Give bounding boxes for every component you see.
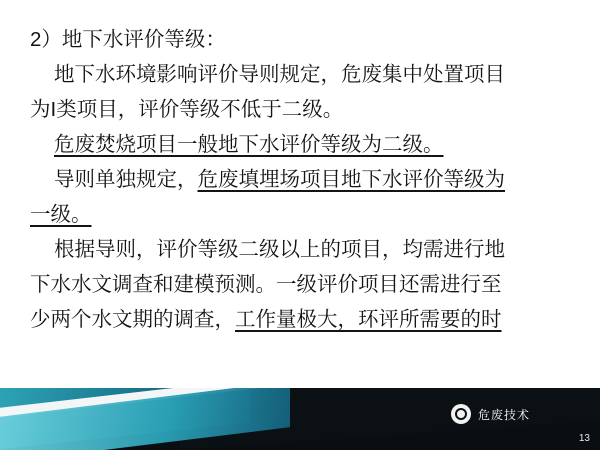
body-line-8-highlight: 工作量极大，环评所需要的时 — [235, 308, 502, 331]
brand-logo — [451, 404, 530, 424]
slide-heading: 2）地下水评价等级： — [30, 28, 226, 51]
brand-logo-label: 危废技术 — [477, 407, 530, 422]
body-line-7: 下水水文调查和建模预测。一级评价项目还需进行至 — [30, 273, 502, 296]
body-line-4-highlight: 危废填埋场项目地下水评价等级为 — [197, 168, 505, 191]
body-line-3-highlight: 危废焚烧项目一般地下水评价等级为二级。 — [54, 133, 444, 156]
body-line-8 — [24, 302, 576, 337]
footer-band — [0, 388, 600, 450]
body-line-2: 为I类项目，评价等级不低于二级。 — [30, 98, 344, 121]
body-line-8-plain: 少两个水文期的调查， — [30, 308, 235, 331]
body-line-1: 地下水环境影响评价导则规定，危废集中处置项目 — [54, 63, 505, 86]
body-line-4 — [24, 162, 576, 197]
page-number: 13 — [578, 433, 590, 444]
body-line-5-highlight: 一级。 — [30, 203, 92, 226]
logo-circle-icon — [451, 404, 471, 424]
body-line-4-plain: 导则单独规定， — [54, 168, 198, 191]
body-line-6: 根据导则，评价等级二级以上的项目，均需进行地 — [54, 238, 505, 261]
